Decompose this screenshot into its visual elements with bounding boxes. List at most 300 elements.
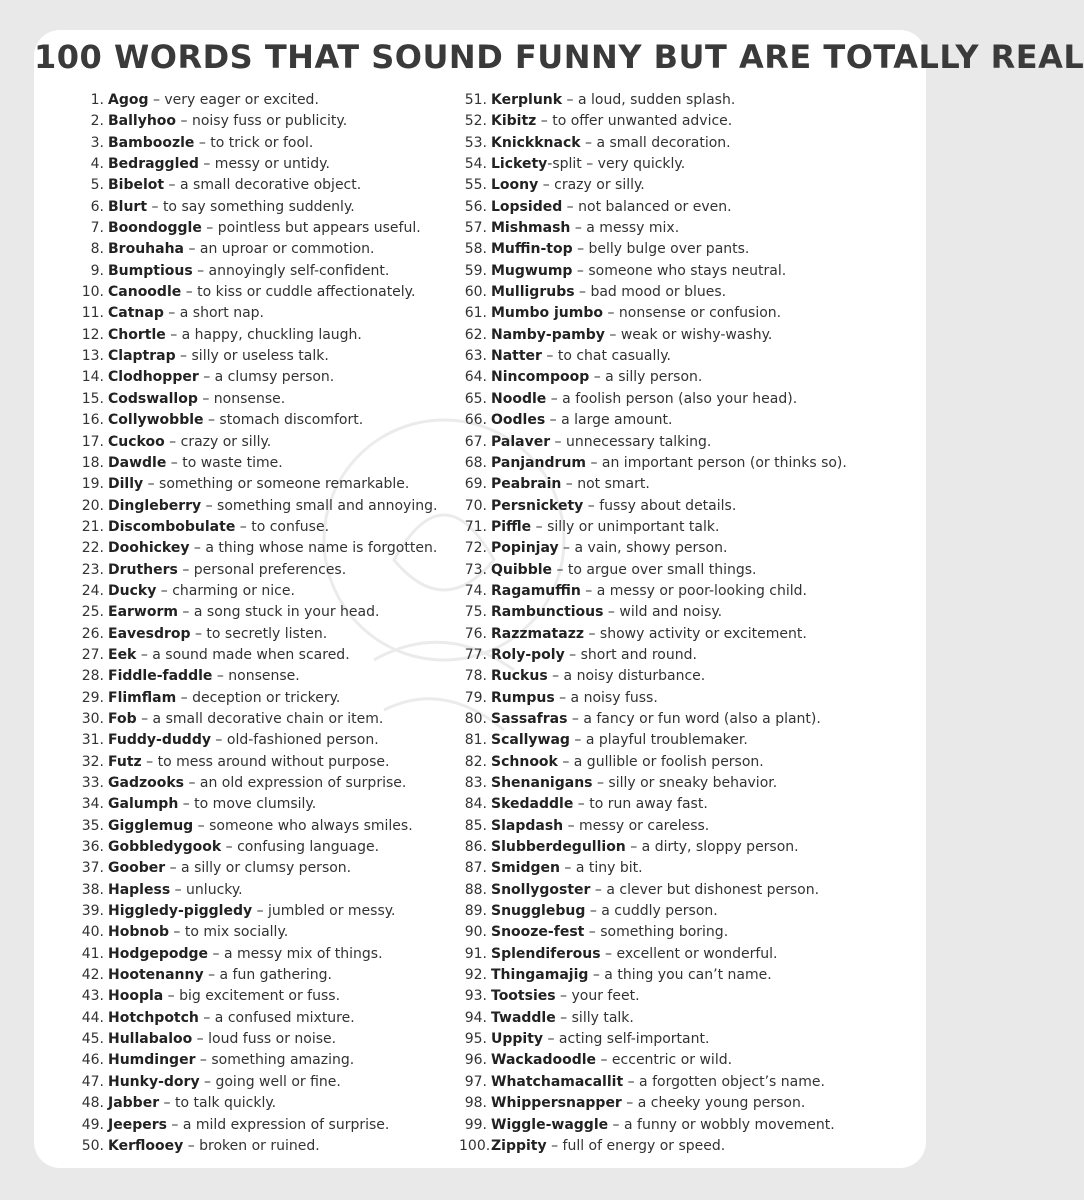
item-word: Schnook bbox=[491, 753, 558, 770]
item-definition: – to kiss or cuddle affectionately. bbox=[181, 284, 416, 301]
list-item bbox=[34, 303, 464, 324]
item-definition: – showy activity or excitement. bbox=[584, 625, 807, 642]
item-definition: – unnecessary talking. bbox=[550, 433, 712, 450]
item-word: Ruckus bbox=[491, 668, 548, 685]
item-number: 71. bbox=[464, 518, 487, 535]
item-number: 42. bbox=[81, 967, 104, 984]
item-definition: – something or someone remarkable. bbox=[143, 476, 410, 493]
item-definition: – a clever but dishonest person. bbox=[590, 881, 820, 898]
item-word: Bibelot bbox=[108, 177, 165, 194]
list-item bbox=[34, 1008, 464, 1029]
item-number: 53. bbox=[464, 134, 487, 151]
item-definition: – a noisy fuss. bbox=[554, 689, 658, 706]
item-number: 41. bbox=[81, 945, 104, 962]
item-number: 97. bbox=[464, 1073, 487, 1090]
item-number: 70. bbox=[464, 497, 487, 514]
item-definition: – crazy or silly. bbox=[164, 433, 272, 450]
item-word: Splendiferous bbox=[491, 945, 601, 962]
item-number: 91. bbox=[464, 945, 487, 962]
list-item bbox=[459, 1029, 924, 1050]
list-item bbox=[34, 880, 464, 901]
item-word: Kerplunk bbox=[491, 92, 563, 108]
item-definition: – a small decorative object. bbox=[164, 177, 362, 194]
item-number: 45. bbox=[81, 1031, 104, 1048]
list-item bbox=[34, 175, 464, 196]
list-item bbox=[34, 752, 464, 773]
item-definition: – stomach discomfort. bbox=[203, 412, 364, 429]
item-definition: – silly or sneaky behavior. bbox=[592, 775, 778, 791]
item-number: 83. bbox=[464, 775, 487, 791]
item-number: 17. bbox=[81, 433, 104, 450]
list-item bbox=[34, 389, 464, 410]
item-number: 2. bbox=[90, 113, 104, 130]
list-item bbox=[34, 581, 464, 602]
item-definition: – to chat casually. bbox=[541, 348, 671, 365]
item-definition: – bad mood or blues. bbox=[574, 284, 727, 301]
item-number: 64. bbox=[464, 369, 487, 386]
item-number: 3. bbox=[90, 134, 104, 151]
item-word: Dawdle bbox=[108, 454, 167, 471]
item-word: Kibitz bbox=[491, 113, 537, 130]
item-word: Snugglebug bbox=[491, 903, 586, 920]
item-number: 75. bbox=[464, 604, 487, 621]
item-number: 6. bbox=[90, 198, 104, 215]
item-word: Canoodle bbox=[108, 284, 182, 301]
item-word: Twaddle bbox=[491, 1009, 556, 1026]
item-number: 12. bbox=[81, 326, 104, 343]
list-item bbox=[459, 261, 924, 282]
item-number: 23. bbox=[81, 561, 104, 578]
item-number: 56. bbox=[464, 198, 487, 215]
item-number: 51. bbox=[464, 92, 487, 108]
list-item bbox=[459, 560, 924, 581]
item-word: Mishmash bbox=[491, 220, 571, 237]
list-item bbox=[34, 1050, 464, 1071]
item-word: Hootenanny bbox=[108, 967, 204, 984]
item-word: Bumptious bbox=[108, 262, 193, 279]
item-word: Kerflooey bbox=[108, 1137, 184, 1154]
item-number: 76. bbox=[464, 625, 487, 642]
item-word: Loony bbox=[491, 177, 539, 194]
list-item bbox=[459, 197, 924, 218]
item-word: Chortle bbox=[108, 326, 166, 343]
item-word: Futz bbox=[108, 753, 142, 770]
item-number: 90. bbox=[464, 924, 487, 941]
item-definition: – an important person (or thinks so). bbox=[586, 454, 847, 471]
list-item bbox=[459, 346, 924, 367]
item-number: 8. bbox=[90, 241, 104, 258]
item-word: Whatchamacallit bbox=[491, 1073, 624, 1090]
item-word: Blurt bbox=[108, 198, 148, 215]
item-word: Gobbledygook bbox=[108, 839, 222, 856]
item-definition: – to say something suddenly. bbox=[147, 198, 355, 215]
item-definition: – to trick or fool. bbox=[194, 134, 314, 151]
item-definition: – a gullible or foolish person. bbox=[557, 753, 764, 770]
item-word: Boondoggle bbox=[108, 220, 202, 237]
item-definition: – nonsense. bbox=[197, 390, 286, 407]
item-definition: – a silly or clumsy person. bbox=[165, 860, 352, 877]
item-word: Uppity bbox=[491, 1031, 544, 1048]
item-number: 96. bbox=[464, 1052, 487, 1069]
list-item bbox=[34, 986, 464, 1007]
list-item bbox=[459, 773, 924, 794]
item-number: 93. bbox=[464, 988, 487, 1005]
item-definition: – to waste time. bbox=[166, 454, 283, 471]
list-item bbox=[34, 666, 464, 687]
item-word: Shenanigans bbox=[491, 775, 593, 791]
item-number: 74. bbox=[464, 582, 487, 599]
item-definition: – weak or wishy-washy. bbox=[604, 326, 773, 343]
item-number: 89. bbox=[464, 903, 487, 920]
item-number: 16. bbox=[81, 412, 104, 429]
list-item bbox=[459, 752, 924, 773]
item-definition: – a clumsy person. bbox=[198, 369, 335, 386]
item-number: 86. bbox=[464, 839, 487, 856]
item-word: Wiggle-waggle bbox=[491, 1116, 609, 1133]
item-number: 59. bbox=[464, 262, 487, 279]
list-item bbox=[34, 1029, 464, 1050]
item-definition: – confusing language. bbox=[221, 839, 380, 856]
item-definition: – personal preferences. bbox=[177, 561, 347, 578]
list-item bbox=[459, 239, 924, 260]
item-definition: – a cheeky young person. bbox=[621, 1095, 806, 1112]
item-word: Goober bbox=[108, 860, 166, 877]
item-word: Hodgepodge bbox=[108, 945, 209, 962]
item-number: 39. bbox=[81, 903, 104, 920]
item-number: 55. bbox=[464, 177, 487, 194]
list-item bbox=[34, 517, 464, 538]
list-item bbox=[459, 794, 924, 815]
item-word: Codswallop bbox=[108, 390, 198, 407]
item-definition: – a thing you can’t name. bbox=[588, 967, 772, 984]
item-number: 80. bbox=[464, 710, 487, 727]
item-word: Razzmatazz bbox=[491, 625, 584, 642]
item-word: Jabber bbox=[108, 1095, 160, 1112]
item-definition: – messy or careless. bbox=[563, 817, 710, 834]
list-item bbox=[34, 688, 464, 709]
list-item bbox=[459, 1050, 924, 1071]
item-number: 26. bbox=[81, 625, 104, 642]
item-number: 60. bbox=[464, 284, 487, 301]
item-word: Hapless bbox=[108, 881, 171, 898]
item-number: 25. bbox=[81, 604, 104, 621]
list-item bbox=[459, 1093, 924, 1114]
item-definition: – a fun gathering. bbox=[203, 967, 332, 984]
list-item bbox=[34, 474, 464, 495]
list-item bbox=[459, 282, 924, 303]
item-word: Lopsided bbox=[491, 198, 563, 215]
item-number: 7. bbox=[90, 220, 104, 237]
item-word: Nincompoop bbox=[491, 369, 590, 386]
list-item bbox=[34, 1115, 464, 1136]
list-item bbox=[459, 858, 924, 879]
item-word: Bamboozle bbox=[108, 134, 195, 151]
list-item bbox=[459, 474, 924, 495]
item-word: Mulligrubs bbox=[491, 284, 575, 301]
item-word: Hotchpotch bbox=[108, 1009, 199, 1026]
item-number: 37. bbox=[81, 860, 104, 877]
list-item bbox=[34, 1136, 464, 1157]
list-item bbox=[459, 133, 924, 154]
list-item bbox=[34, 133, 464, 154]
list-item bbox=[34, 602, 464, 623]
item-definition: – excellent or wonderful. bbox=[600, 945, 778, 962]
item-definition: – an old expression of surprise. bbox=[184, 775, 407, 791]
item-definition: – old-fashioned person. bbox=[210, 732, 379, 749]
item-number: 54. bbox=[464, 156, 487, 173]
list-item bbox=[34, 1093, 464, 1114]
item-word: Hunky-dory bbox=[108, 1073, 200, 1090]
item-number: 63. bbox=[464, 348, 487, 365]
item-word: Sassafras bbox=[491, 710, 568, 727]
item-definition: – a messy mix. bbox=[570, 220, 680, 237]
item-definition: – eccentric or wild. bbox=[596, 1052, 733, 1069]
item-word: Ragamuffin bbox=[491, 582, 581, 599]
list-item bbox=[34, 367, 464, 388]
item-number: 73. bbox=[464, 561, 487, 578]
list-item bbox=[34, 794, 464, 815]
item-word: Fuddy-duddy bbox=[108, 732, 211, 749]
item-number: 13. bbox=[81, 348, 104, 365]
item-number: 79. bbox=[464, 689, 487, 706]
item-definition: – a happy, chuckling laugh. bbox=[165, 326, 362, 343]
item-definition: – a loud, sudden splash. bbox=[562, 92, 736, 108]
item-definition: – a dirty, sloppy person. bbox=[625, 839, 799, 856]
item-definition: – nonsense. bbox=[212, 668, 300, 685]
list-item bbox=[34, 645, 464, 666]
list-item bbox=[34, 410, 464, 431]
list-item bbox=[34, 624, 464, 645]
item-number: 36. bbox=[81, 839, 104, 856]
item-number: 20. bbox=[81, 497, 104, 514]
item-number: 1. bbox=[90, 92, 104, 108]
list-item bbox=[34, 709, 464, 730]
item-word: Humdinger bbox=[108, 1052, 196, 1069]
item-number: 9. bbox=[90, 262, 104, 279]
item-definition: – a fancy or fun word (also a plant). bbox=[567, 710, 821, 727]
item-number: 22. bbox=[81, 540, 104, 557]
list-item bbox=[459, 410, 924, 431]
item-number: 14. bbox=[81, 369, 104, 386]
item-number: 68. bbox=[464, 454, 487, 471]
item-word: Druthers bbox=[108, 561, 178, 578]
item-number: 29. bbox=[81, 689, 104, 706]
item-word: Clodhopper bbox=[108, 369, 199, 386]
item-number: 77. bbox=[464, 646, 487, 663]
item-number: 95. bbox=[464, 1031, 487, 1048]
item-word: Dilly bbox=[108, 476, 144, 493]
item-word: Oodles bbox=[491, 412, 546, 429]
item-number: 87. bbox=[464, 860, 487, 877]
item-word: Rumpus bbox=[491, 689, 555, 706]
item-word: Slapdash bbox=[491, 817, 564, 834]
item-definition: – to argue over small things. bbox=[552, 561, 757, 578]
item-number: 28. bbox=[81, 668, 104, 685]
item-word: Hobnob bbox=[108, 924, 169, 941]
item-definition: – messy or untidy. bbox=[198, 156, 330, 173]
item-definition: – annoyingly self-confident. bbox=[192, 262, 390, 279]
item-word: Brouhaha bbox=[108, 241, 184, 258]
page-title: 100 WORDS THAT SOUND FUNNY BUT ARE TOTALLY REAL bbox=[34, 38, 1084, 76]
list-item bbox=[459, 986, 924, 1007]
list-item bbox=[34, 773, 464, 794]
item-definition: – a large amount. bbox=[545, 412, 673, 429]
item-definition: – a tiny bit. bbox=[559, 860, 643, 877]
item-definition: – going well or fine. bbox=[199, 1073, 341, 1090]
list-item bbox=[34, 730, 464, 751]
list-item bbox=[459, 325, 924, 346]
item-definition: – to move clumsily. bbox=[178, 796, 317, 813]
item-number: 61. bbox=[464, 305, 487, 322]
item-definition: – jumbled or messy. bbox=[252, 903, 396, 920]
list-item bbox=[34, 1072, 464, 1093]
item-definition: – silly or useless talk. bbox=[175, 348, 329, 365]
item-word: Doohickey bbox=[108, 540, 190, 557]
item-word: Skedaddle bbox=[491, 796, 574, 813]
item-word: Scallywag bbox=[491, 732, 570, 749]
list-item bbox=[459, 303, 924, 324]
item-definition: – short and round. bbox=[564, 646, 697, 663]
item-word: Tootsies bbox=[491, 988, 556, 1005]
item-definition: – someone who stays neutral. bbox=[572, 262, 787, 279]
word-list-card bbox=[34, 30, 1084, 1168]
item-word: Eavesdrop bbox=[108, 625, 191, 642]
item-number: 48. bbox=[81, 1095, 104, 1112]
item-number: 58. bbox=[464, 241, 487, 258]
item-definition: – to confuse. bbox=[235, 518, 330, 535]
item-word: Hullabaloo bbox=[108, 1031, 193, 1048]
list-item bbox=[34, 90, 464, 111]
item-number: 38. bbox=[81, 881, 104, 898]
item-word: Slubberdegullion bbox=[491, 839, 626, 856]
list-item bbox=[459, 944, 924, 965]
item-word: Smidgen bbox=[491, 860, 560, 877]
list-item bbox=[459, 581, 924, 602]
list-item bbox=[34, 197, 464, 218]
item-number: 99. bbox=[464, 1116, 487, 1133]
item-definition: – your feet. bbox=[555, 988, 640, 1005]
item-number: 40. bbox=[81, 924, 104, 941]
item-definition: – to mess around without purpose. bbox=[141, 753, 390, 770]
item-definition: – charming or nice. bbox=[156, 582, 295, 599]
item-definition: – a sound made when scared. bbox=[136, 646, 350, 663]
word-list-left bbox=[34, 90, 464, 1157]
list-item bbox=[34, 325, 464, 346]
list-item bbox=[34, 901, 464, 922]
item-word: Lickety bbox=[491, 156, 548, 173]
item-number: 11. bbox=[81, 305, 104, 322]
item-word: Claptrap bbox=[108, 348, 176, 365]
item-word: Persnickety bbox=[491, 497, 584, 514]
item-word: Galumph bbox=[108, 796, 179, 813]
list-item bbox=[459, 645, 924, 666]
item-word: Earworm bbox=[108, 604, 178, 621]
item-definition: – a song stuck in your head. bbox=[177, 604, 380, 621]
item-word: Snollygoster bbox=[491, 881, 591, 898]
item-word: Peabrain bbox=[491, 476, 562, 493]
item-word: Fob bbox=[108, 710, 137, 727]
item-number: 78. bbox=[464, 668, 487, 685]
item-word: Noodle bbox=[491, 390, 547, 407]
item-word: Agog bbox=[108, 92, 149, 108]
item-number: 31. bbox=[81, 732, 104, 749]
item-word: Bedraggled bbox=[108, 156, 199, 173]
item-number: 34. bbox=[81, 796, 104, 813]
list-item bbox=[459, 218, 924, 239]
item-number: 27. bbox=[81, 646, 104, 663]
list-item bbox=[459, 880, 924, 901]
item-word: Mumbo jumbo bbox=[491, 305, 603, 322]
item-definition: – a short nap. bbox=[163, 305, 265, 322]
list-item bbox=[34, 218, 464, 239]
item-definition: – loud fuss or noise. bbox=[192, 1031, 337, 1048]
item-word: Popinjay bbox=[491, 540, 559, 557]
item-definition: – to talk quickly. bbox=[159, 1095, 277, 1112]
list-item bbox=[34, 538, 464, 559]
word-list-right bbox=[459, 90, 924, 1157]
list-item bbox=[459, 602, 924, 623]
item-number: 33. bbox=[81, 775, 104, 791]
item-definition: -split – very quickly. bbox=[547, 156, 686, 173]
item-word: Natter bbox=[491, 348, 542, 365]
list-item bbox=[459, 538, 924, 559]
item-definition: – big excitement or fuss. bbox=[163, 988, 341, 1005]
item-definition: – noisy fuss or publicity. bbox=[176, 113, 348, 130]
item-word: Rambunctious bbox=[491, 604, 604, 621]
item-word: Collywobble bbox=[108, 412, 204, 429]
item-word: Quibble bbox=[491, 561, 553, 578]
item-definition: – acting self-important. bbox=[543, 1031, 710, 1048]
item-definition: – something amazing. bbox=[195, 1052, 355, 1069]
item-word: Gigglemug bbox=[108, 817, 194, 834]
item-word: Zippity bbox=[491, 1137, 547, 1154]
list-item bbox=[459, 901, 924, 922]
item-number: 30. bbox=[81, 710, 104, 727]
item-word: Panjandrum bbox=[491, 454, 586, 471]
item-definition: – a confused mixture. bbox=[198, 1009, 355, 1026]
item-number: 92. bbox=[464, 967, 487, 984]
list-item bbox=[34, 560, 464, 581]
item-number: 57. bbox=[464, 220, 487, 237]
item-word: Catnap bbox=[108, 305, 164, 322]
item-definition: – pointless but appears useful. bbox=[201, 220, 421, 237]
item-number: 47. bbox=[81, 1073, 104, 1090]
list-item bbox=[34, 922, 464, 943]
item-definition: – full of energy or speed. bbox=[546, 1137, 726, 1154]
item-definition: – unlucky. bbox=[170, 881, 243, 898]
item-number: 67. bbox=[464, 433, 487, 450]
item-number: 81. bbox=[464, 732, 487, 749]
item-word: Ballyhoo bbox=[108, 113, 177, 130]
item-definition: – a silly person. bbox=[589, 369, 703, 386]
item-word: Flimflam bbox=[108, 689, 177, 706]
item-definition: – a foolish person (also your head). bbox=[546, 390, 798, 407]
list-item bbox=[459, 432, 924, 453]
list-item bbox=[459, 1136, 924, 1157]
item-number: 82. bbox=[464, 753, 487, 770]
list-item bbox=[459, 709, 924, 730]
list-item bbox=[459, 624, 924, 645]
item-word: Eek bbox=[108, 646, 137, 663]
item-definition: – belly bulge over pants. bbox=[572, 241, 750, 258]
item-word: Dingleberry bbox=[108, 497, 202, 514]
item-word: Cuckoo bbox=[108, 433, 165, 450]
item-word: Namby-pamby bbox=[491, 326, 605, 343]
item-number: 62. bbox=[464, 326, 487, 343]
list-item bbox=[459, 837, 924, 858]
item-definition: – to secretly listen. bbox=[190, 625, 328, 642]
list-item bbox=[459, 688, 924, 709]
